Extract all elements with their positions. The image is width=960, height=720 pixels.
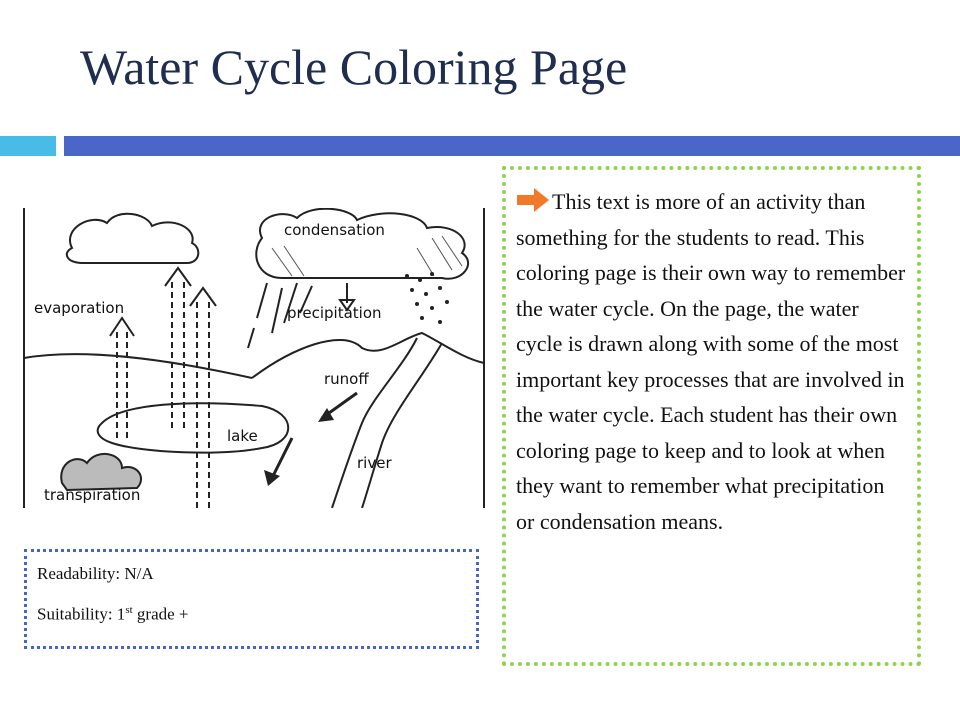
water-cycle-drawing xyxy=(22,208,488,508)
accent-bar-dark xyxy=(64,136,960,156)
label-river: river xyxy=(357,454,392,472)
label-precipitation: precipitation xyxy=(287,304,382,322)
right-arrow-icon xyxy=(516,187,550,213)
accent-bar-light xyxy=(0,136,56,156)
label-condensation: condensation xyxy=(284,221,385,239)
label-evaporation: evaporation xyxy=(34,299,125,317)
label-runoff: runoff xyxy=(324,370,369,388)
readability-box xyxy=(24,549,479,649)
readability-text: Readability: N/A xyxy=(37,564,154,583)
description-text: This text is more of an activity than something for the students to read. This coloring page is their own way to remember the water cycle. On the page, the water cycle is drawn along with some of the most important key processes that are involved in the water cycle. Each student has their own coloring page to keep and to look at when they want to remember what precipitation or condensation means. xyxy=(516,189,906,534)
label-lake: lake xyxy=(227,427,258,445)
label-transpiration: transpiration xyxy=(44,486,141,504)
page-title: Water Cycle Coloring Page xyxy=(80,39,628,95)
suitability-text: Suitability: 1st grade + xyxy=(37,604,189,624)
description-box xyxy=(502,166,921,666)
